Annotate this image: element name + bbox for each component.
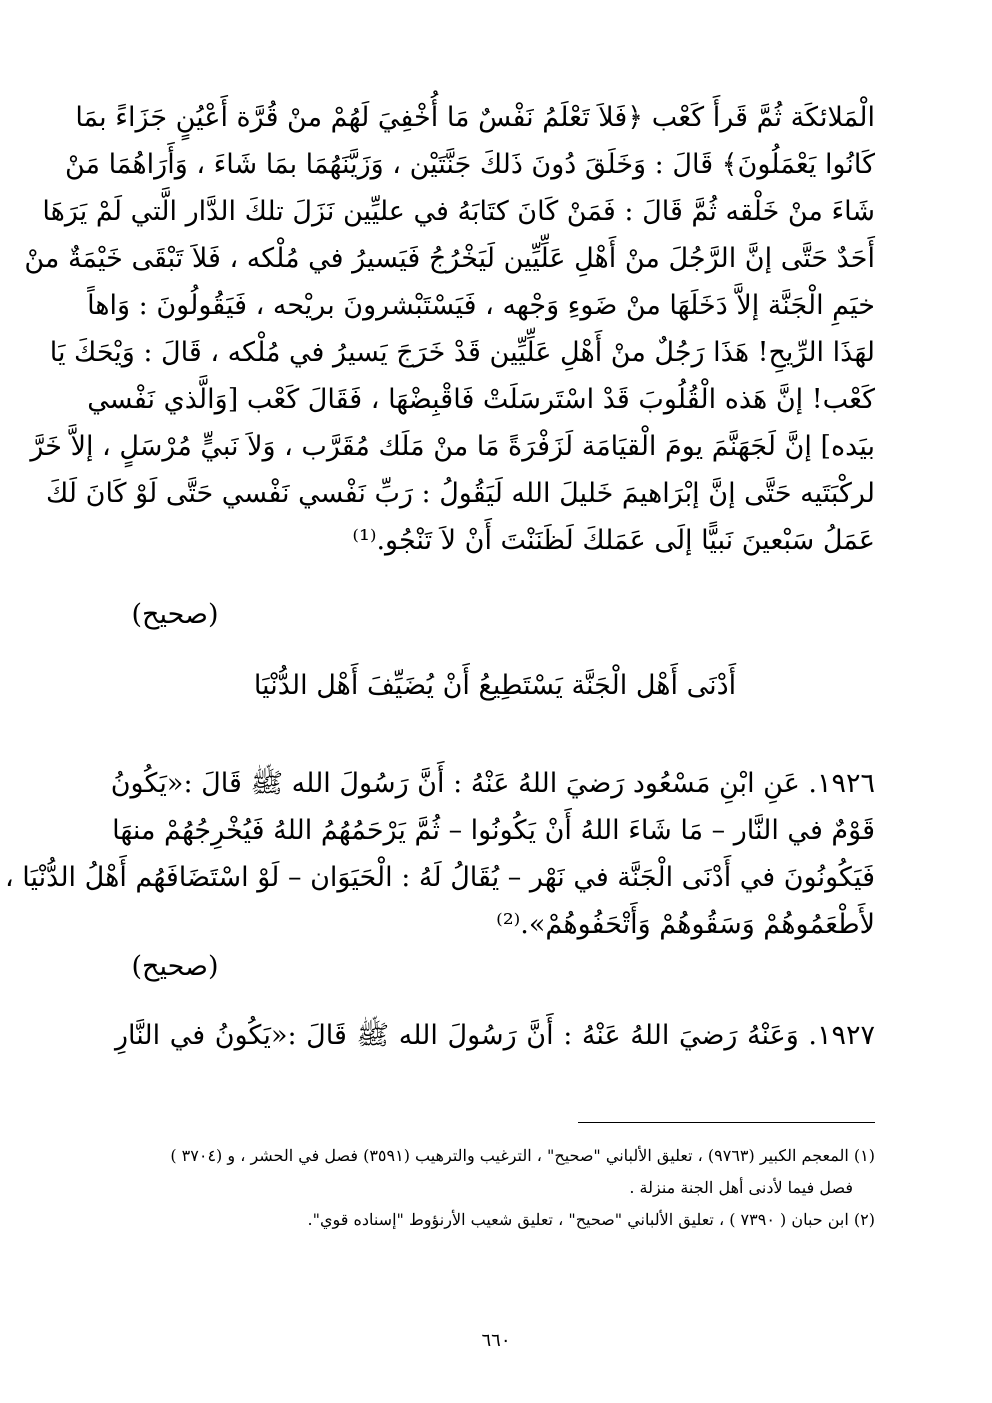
text-line: بيَده] إنَّ لَجَهَنَّمَ يومَ الْقيَامَة لَزَفْرَةً مَا منْ مَلَك مُقَرَّب ، وَلاَ نَبيٍّ مُرْسَلٍ ، إلاَّ خَرَّ bbox=[30, 431, 875, 462]
text-line: كَعْب! إنَّ هَذه الْقُلُوبَ قَدْ اسْتَرسَلَتْ فَاقْبِضْهَا ، فَقَالَ كَعْب [وَالَّذي نَفْسي bbox=[87, 384, 875, 415]
text-line: لهَذَا الرِّيحِ! هَذَا رَجُلٌ منْ أَهْلِ عَلِّيِّين قَدْ خَرَجَ يَسيرُ في مُلْكه ، قَالَ : وَيْحَكَ يَا bbox=[49, 337, 875, 368]
footnotes bbox=[115, 1140, 875, 1236]
page-number: ٦٦٠ bbox=[481, 1330, 511, 1351]
text-line: خيَمِ الْجَنَّة إلاَّ دَخَلَهَا منْ ضَوءِ وَجْهه ، فَيَسْتَبْشرونَ بريْحه ، فَيَقُولُونَ : وَاهاً bbox=[87, 290, 875, 321]
text-line: ١٩٢٦. عَنِ ابْنِ مَسْعُود رَضيَ اللهُ عَنْهُ : أَنَّ رَسُولَ الله ﷺ قَالَ :«يَكُونُ bbox=[110, 768, 875, 799]
hadith-1926 bbox=[4, 760, 875, 948]
text-line: ١٩٢٧. وَعَنْهُ رَضيَ اللهُ عَنْهُ : أَنَّ رَسُولَ الله ﷺ قَالَ :«يَكُونُ في النَّارِ bbox=[115, 1020, 875, 1051]
text-line: عَمَلُ سَبْعينَ نَبيًّا إلَى عَمَلكَ لَظَنَنْتَ أَنْ لاَ تَنْجُو.⁽¹⁾ bbox=[352, 525, 875, 556]
footnote-line: (٢) ابن حبان ( ٧٣٩٠ ) ، تعليق الألباني "صحيح" ، تعليق شعيب الأرنؤوط "إسناده قوي". bbox=[307, 1210, 875, 1229]
text-line: أَحَدٌ حَتَّى إنَّ الرَّجُلَ منْ أَهْلِ عَلِّيِّين لَيَخْرُجُ فَيَسيرُ في مُلْكه ، فَلاَ تَبْقَى خَيْمَةٌ منْ bbox=[24, 243, 875, 274]
text-line: لأَطْعَمُوهُمْ وَسَقُوهُمْ وَأَتْحَفُوهُمْ».⁽²⁾ bbox=[496, 909, 875, 940]
text-line: الْمَلائكَة ثُمَّ قَرأَ كَعْب ﴿فَلاَ تَعْلَمُ نَفْسٌ مَا أُخْفِيَ لَهُمْ منْ قُرَّة أَعْيُنٍ جَزَاءً بمَا bbox=[75, 102, 875, 133]
hadith-grade-badge: (صحيح) bbox=[131, 951, 219, 982]
chapter-heading: أَدْنَى أَهْل الْجَنَّة يَسْتَطِيعُ أَنْ يُضَيِّفَ أَهْل الدُّنْيَا bbox=[253, 670, 737, 701]
text-line: كَانُوا يَعْمَلُونَ﴾ قَالَ : وَخَلَقَ دُونَ ذَلكَ جَنَّتَيْن ، وَزَيَّنَهُمَا بمَا شَاءَ ، وَأَرَاهُمَا مَنْ bbox=[64, 149, 875, 180]
footnote-line: فصل فيما لأدنى أهل الجنة منزلة . bbox=[629, 1178, 853, 1197]
hadith-1927 bbox=[115, 1012, 875, 1059]
text-line: فَيَكُونُونَ في أَدْنَى الْجَنَّة في نَهْر – يُقَالُ لَهُ : الْحَيَوَان – لَوْ اسْتَضَافَهُم أَهْلُ الدُّنْيَا ، bbox=[4, 862, 875, 893]
text-line: لركْبَتَيه حَتَّى إنَّ إبْرَاهيمَ خَليلَ الله لَيَقُولُ : رَبِّ نَفْسي نَفْسي حَتَّى لَوْ كَانَ لَكَ bbox=[46, 478, 875, 509]
text-line: قَوْمٌ في النَّار – مَا شَاءَ اللهُ أَنْ يَكُونُوا – ثُمَّ يَرْحَمُهُمُ اللهُ فَيُخْرِجُهُمْ منهَا bbox=[112, 815, 875, 846]
footnote-separator bbox=[578, 1122, 875, 1123]
text-line: شَاءَ منْ خَلْقه ثُمَّ قَالَ : فَمَنْ كَانَ كتَابَهُ في عليِّين نَزَلَ تلكَ الدَّار الَّتي لَمْ يَرَهَا bbox=[42, 196, 875, 227]
hadith-grade-badge: (صحيح) bbox=[131, 599, 219, 630]
footnote-line: (١) المعجم الكبير (٩٧٦٣) ، تعليق الألباني "صحيح" ، الترغيب والترهيب (٣٥٩١) فصل في الحشر ، و (٣٧٠٤ ) bbox=[170, 1146, 875, 1165]
continued-hadith-text bbox=[24, 94, 875, 564]
